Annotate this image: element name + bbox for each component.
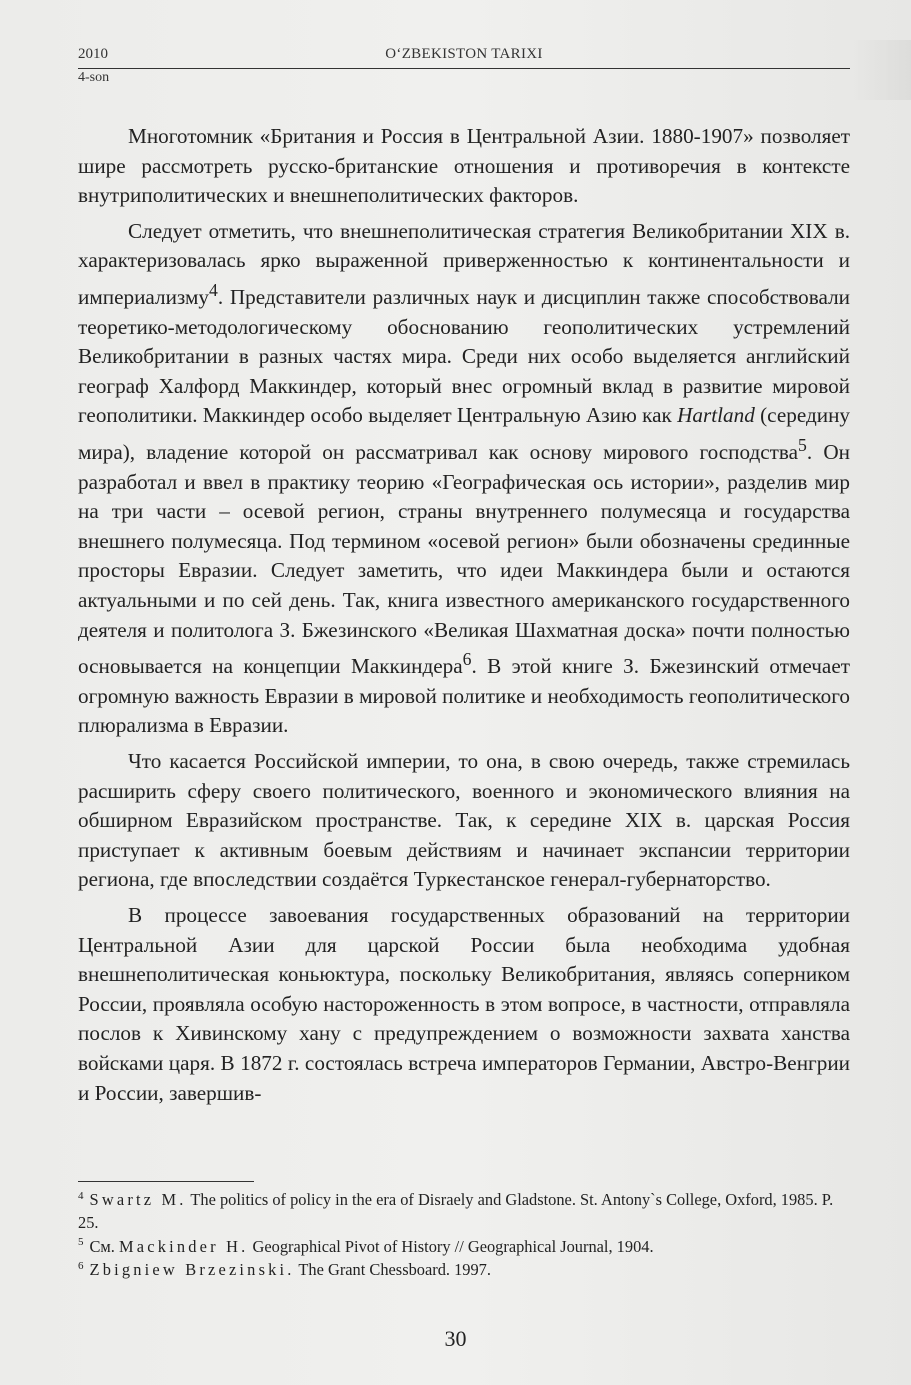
footnote-number: 5 bbox=[78, 1236, 84, 1249]
footnote-ref-6[interactable]: 6 bbox=[462, 649, 472, 670]
header-year: 2010 bbox=[78, 46, 108, 62]
paragraph-2-text-c: (середину мира), владение которой он рассматривал как основу мирового господства bbox=[78, 403, 850, 465]
page-edge-shadow bbox=[851, 40, 911, 100]
paragraph-3: Что касается Российской империи, то она, в свою очередь, также стремилась расширить сферу своего политического, военного и экономического влияния на обширном Евразийском пространстве. Так, к середине XIX в. царская Россия приступает к активным боевым действиям и начинает экспансии территории региона, где впоследствии создаётся Туркестанское генерал-губернаторство. bbox=[78, 749, 850, 892]
header-rule bbox=[78, 68, 850, 69]
footnote-text: The Grant Chessboard. 1997. bbox=[294, 1260, 491, 1280]
header-journal-title: O‘ZBEKISTON TARIXI bbox=[385, 46, 543, 62]
footnote-author: Zbigniew Brzezinski. bbox=[89, 1260, 295, 1280]
footnote-author: Mackinder H. bbox=[119, 1236, 249, 1256]
footnote-number: 6 bbox=[78, 1259, 84, 1272]
paragraph-2-text-d: . Он разработал и ввел в практику теорию «Географическая ось истории», разделив мир на три части – осевой регион, страны внутреннего полумесяца и государства внешнего полумесяца. Под термином «осевой регион» были обозначены срединные просторы Евразии. Следует заметить, что идеи Маккиндера были и остаются актуальными и по сей день. Так, книга известного американского государственного деятеля и политолога З. Бжезинского «Великая Шахматная доска» почти полностью основывается на концепции Маккиндера bbox=[78, 440, 850, 679]
page-number: 30 bbox=[444, 1326, 467, 1351]
footnote-prefix: См. bbox=[89, 1236, 119, 1256]
footnotes bbox=[78, 1188, 850, 1282]
footnote-separator bbox=[78, 1181, 254, 1182]
paragraph-2-text-a: Следует отметить, что внешнеполитическая стратегия Великобритании XIX в. характеризовалась ярко выраженной приверженностью к континентальности и империализму bbox=[78, 218, 850, 310]
footnote-author: Swartz M. bbox=[89, 1190, 187, 1209]
running-head bbox=[78, 46, 850, 68]
paragraph-4: В процессе завоевания государственных образований на территории Центральной Азии для царской России была необходима удобная внешнеполитическая коньюктура, поскольку Великобритания, являясь соперником России, проявляла особую настороженность в этом вопросе, в частности, отправляла послов к Хивинскому хану с предупреждением о возможности захвата ханства войсками царя. В 1872 г. состоялась встреча императоров Германии, Австро-Венгрии и России, завершив- bbox=[78, 903, 850, 1105]
footnote-5 bbox=[78, 1235, 850, 1258]
paragraph-2 bbox=[78, 217, 850, 741]
footnote-4 bbox=[78, 1188, 850, 1235]
header-issue: 4-son bbox=[78, 70, 110, 85]
footnote-number: 4 bbox=[78, 1189, 84, 1202]
footnote-text: The politics of policy in the era of Disraely and Gladstone. St. Antony`s College, Oxford, 1985. P. 25. bbox=[78, 1190, 834, 1233]
paragraph-2-text-e: . В этой книге З. Бжезинский отмечает огромную важность Евразии в мировой политике и необходимость геополитического плюрализма в Евразии. bbox=[78, 654, 850, 738]
article-body bbox=[78, 122, 850, 1114]
paragraph-2-text-b: . Представители различных наук и дисциплин также способствовали теоретико-методологическому обоснованию геополитических устремлений Великобритании в разных частях мира. Среди них особо выделяется английский географ Халфорд Маккиндер, который внес огромный вклад в развитие мировой геополитики. Маккиндер особо выделяет Центральную Азию как bbox=[78, 285, 850, 428]
footnote-6 bbox=[78, 1258, 850, 1281]
paragraph-1: Многотомник «Британия и Россия в Центральной Азии. 1880-1907» позволяет шире рассмотреть русско-британские отношения и противоречия в контексте внутриполитических и внешнеполитических факторов. bbox=[78, 124, 850, 208]
term-hartland: Hartland bbox=[677, 403, 755, 428]
footnote-ref-4[interactable]: 4 bbox=[209, 279, 218, 300]
footnote-ref-5[interactable]: 5 bbox=[798, 435, 807, 455]
footnote-text: Geographical Pivot of History // Geographical Journal, 1904. bbox=[248, 1236, 654, 1256]
